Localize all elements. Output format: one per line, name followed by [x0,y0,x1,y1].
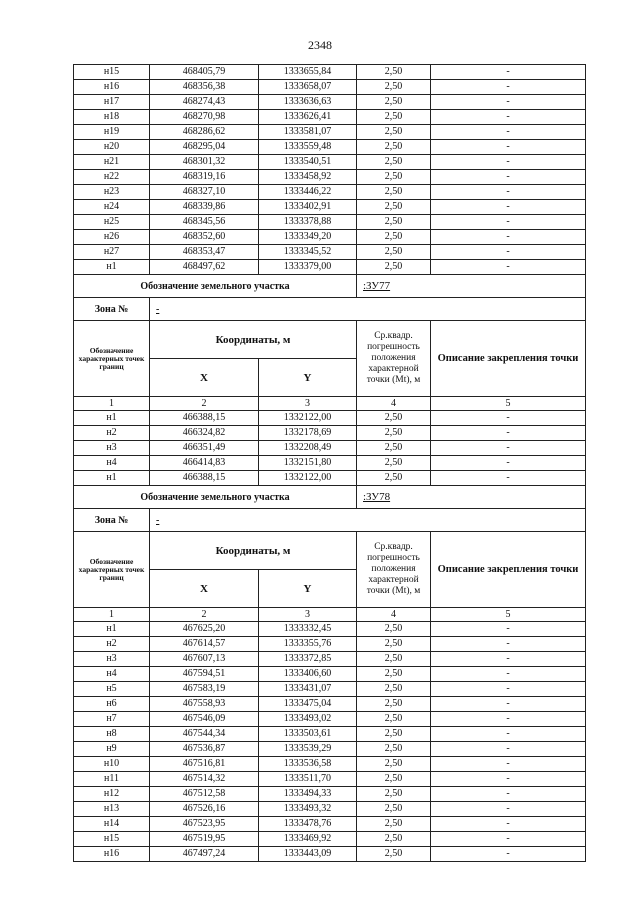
table-row [74,215,586,230]
description: - [431,667,586,682]
table-row [74,200,586,215]
column-number: 5 [431,608,586,622]
point-name: н2 [74,426,150,441]
point-name: н1 [74,622,150,637]
coord-y: 1333540,51 [259,155,357,170]
error-value: 2,50 [357,80,431,95]
header-desc-label: Описание закрепления точки [431,532,586,608]
point-name: н17 [74,95,150,110]
table-row [74,185,586,200]
zone-value-cell [150,298,586,321]
description: - [431,245,586,260]
coord-y: 1333378,88 [259,215,357,230]
error-value: 2,50 [357,456,431,471]
header-desc-label: Описание закрепления точки [431,321,586,397]
zone-label: Зона № [74,298,150,321]
coord-x: 467536,87 [150,742,259,757]
coord-y: 1332208,49 [259,441,357,456]
coord-x: 467516,81 [150,757,259,772]
coord-y: 1332178,69 [259,426,357,441]
zone-value-cell [150,509,586,532]
parcel-value: :ЗУ78 [363,491,391,503]
zone-row [74,298,586,321]
point-name: н23 [74,185,150,200]
table-row [74,772,586,787]
zone-label: Зона № [74,509,150,532]
coord-y: 1332122,00 [259,471,357,486]
table-row [74,155,586,170]
table-row [74,95,586,110]
error-value: 2,50 [357,667,431,682]
error-value: 2,50 [357,712,431,727]
description: - [431,757,586,772]
point-name: н27 [74,245,150,260]
coord-y: 1333503,61 [259,727,357,742]
table-row [74,80,586,95]
coord-y: 1333536,58 [259,757,357,772]
coord-y: 1333581,07 [259,125,357,140]
column-numbers-row [74,397,586,411]
coord-x: 466388,15 [150,471,259,486]
description: - [431,200,586,215]
parcel-label: Обозначение земельного участка [74,275,357,298]
table-row [74,260,586,275]
point-name: н3 [74,652,150,667]
table-row [74,742,586,757]
header-coords-label: Координаты, м [150,321,357,359]
coord-y: 1332122,00 [259,411,357,426]
header-row [74,532,586,570]
point-name: н9 [74,742,150,757]
error-value: 2,50 [357,817,431,832]
description: - [431,832,586,847]
description: - [431,110,586,125]
coord-x: 468274,43 [150,95,259,110]
error-value: 2,50 [357,772,431,787]
column-number: 2 [150,608,259,622]
table-row [74,682,586,697]
point-name: н20 [74,140,150,155]
description: - [431,215,586,230]
table-row [74,832,586,847]
coord-x: 466324,82 [150,426,259,441]
coord-y: 1333494,33 [259,787,357,802]
coord-x: 468301,32 [150,155,259,170]
coord-y: 1333511,70 [259,772,357,787]
header-point-label: Обозначение характерных точек границ [74,532,150,608]
page-number: 2348 [308,38,332,52]
description: - [431,817,586,832]
coord-x: 467614,57 [150,637,259,652]
header-coords-label: Координаты, м [150,532,357,570]
error-value: 2,50 [357,230,431,245]
point-name: н13 [74,802,150,817]
coord-x: 467583,19 [150,682,259,697]
point-name: н2 [74,637,150,652]
error-value: 2,50 [357,832,431,847]
coord-y: 1333626,41 [259,110,357,125]
coord-y: 1333475,04 [259,697,357,712]
table-row [74,652,586,667]
error-value: 2,50 [357,110,431,125]
coord-x: 467497,24 [150,847,259,862]
table-row [74,757,586,772]
coord-x: 468295,04 [150,140,259,155]
table-row [74,787,586,802]
error-value: 2,50 [357,682,431,697]
table-row [74,847,586,862]
column-number: 4 [357,397,431,411]
table-row [74,230,586,245]
point-name: н22 [74,170,150,185]
point-name: н8 [74,727,150,742]
description: - [431,682,586,697]
table-row [74,712,586,727]
coord-y: 1333355,76 [259,637,357,652]
description: - [431,742,586,757]
table-row [74,110,586,125]
description: - [431,847,586,862]
parcel-row [74,275,586,298]
point-name: н15 [74,832,150,847]
coord-y: 1333655,84 [259,65,357,80]
point-name: н11 [74,772,150,787]
coord-x: 468352,60 [150,230,259,245]
description: - [431,622,586,637]
column-number: 3 [259,397,357,411]
coord-x: 467519,95 [150,832,259,847]
coord-y: 1333636,63 [259,95,357,110]
coord-x: 467546,09 [150,712,259,727]
column-number: 2 [150,397,259,411]
error-value: 2,50 [357,697,431,712]
header-error-label: Ср.квадр. погрешность положения характерной точки (Mt), м [357,321,431,397]
point-name: н5 [74,682,150,697]
coord-x: 468270,98 [150,110,259,125]
description: - [431,426,586,441]
point-name: н12 [74,787,150,802]
coord-x: 467544,34 [150,727,259,742]
header-y-label: Y [259,570,357,608]
coord-y: 1332151,80 [259,456,357,471]
coord-y: 1333406,60 [259,667,357,682]
coord-y: 1333379,00 [259,260,357,275]
point-name: н16 [74,80,150,95]
coord-y: 1333349,20 [259,230,357,245]
error-value: 2,50 [357,185,431,200]
description: - [431,456,586,471]
coordinates-table [73,64,586,862]
point-name: н4 [74,456,150,471]
parcel-value-cell [357,486,586,509]
description: - [431,185,586,200]
coord-y: 1333458,92 [259,170,357,185]
coord-x: 467523,95 [150,817,259,832]
coord-x: 468356,38 [150,80,259,95]
header-x-label: X [150,570,259,608]
error-value: 2,50 [357,215,431,230]
description: - [431,441,586,456]
coord-y: 1333402,91 [259,200,357,215]
description: - [431,260,586,275]
description: - [431,772,586,787]
coord-x: 468353,47 [150,245,259,260]
header-row [74,321,586,359]
point-name: н15 [74,65,150,80]
table-row [74,411,586,426]
coord-y: 1333658,07 [259,80,357,95]
column-number: 1 [74,608,150,622]
coord-x: 468339,86 [150,200,259,215]
description: - [431,125,586,140]
error-value: 2,50 [357,65,431,80]
coord-y: 1333345,52 [259,245,357,260]
description: - [431,65,586,80]
error-value: 2,50 [357,245,431,260]
parcel-value: :ЗУ77 [363,280,391,292]
description: - [431,140,586,155]
table-row [74,125,586,140]
coord-y: 1333539,29 [259,742,357,757]
table-row [74,140,586,155]
coord-y: 1333446,22 [259,185,357,200]
point-name: н7 [74,712,150,727]
zone-row [74,509,586,532]
error-value: 2,50 [357,847,431,862]
point-name: н26 [74,230,150,245]
error-value: 2,50 [357,727,431,742]
description: - [431,170,586,185]
zone-value: - [156,514,160,526]
error-value: 2,50 [357,622,431,637]
coord-x: 468319,16 [150,170,259,185]
error-value: 2,50 [357,140,431,155]
error-value: 2,50 [357,652,431,667]
description: - [431,712,586,727]
coord-x: 467558,93 [150,697,259,712]
coord-x: 466414,83 [150,456,259,471]
error-value: 2,50 [357,637,431,652]
error-value: 2,50 [357,170,431,185]
point-name: н6 [74,697,150,712]
error-value: 2,50 [357,787,431,802]
point-name: н18 [74,110,150,125]
parcel-row [74,486,586,509]
table-row [74,622,586,637]
description: - [431,787,586,802]
error-value: 2,50 [357,95,431,110]
error-value: 2,50 [357,742,431,757]
header-point-label: Обозначение характерных точек границ [74,321,150,397]
description: - [431,652,586,667]
description: - [431,230,586,245]
error-value: 2,50 [357,411,431,426]
coord-x: 467607,13 [150,652,259,667]
error-value: 2,50 [357,757,431,772]
description: - [431,155,586,170]
error-value: 2,50 [357,125,431,140]
parcel-label: Обозначение земельного участка [74,486,357,509]
coord-x: 467594,51 [150,667,259,682]
coord-x: 468497,62 [150,260,259,275]
table-row [74,426,586,441]
description: - [431,802,586,817]
column-numbers-row [74,608,586,622]
coord-x: 467526,16 [150,802,259,817]
zone-value: - [156,303,160,315]
table-row [74,727,586,742]
coord-x: 467512,58 [150,787,259,802]
description: - [431,471,586,486]
table-row [74,637,586,652]
table-row [74,456,586,471]
parcel-value-cell [357,275,586,298]
point-name: н3 [74,441,150,456]
table-row [74,667,586,682]
error-value: 2,50 [357,802,431,817]
error-value: 2,50 [357,471,431,486]
header-x-label: X [150,359,259,397]
error-value: 2,50 [357,200,431,215]
coord-y: 1333372,85 [259,652,357,667]
table-row [74,802,586,817]
error-value: 2,50 [357,441,431,456]
column-number: 1 [74,397,150,411]
coord-y: 1333559,48 [259,140,357,155]
header-error-label: Ср.квадр. погрешность положения характерной точки (Mt), м [357,532,431,608]
coord-y: 1333493,02 [259,712,357,727]
coord-x: 466351,49 [150,441,259,456]
description: - [431,95,586,110]
point-name: н25 [74,215,150,230]
error-value: 2,50 [357,260,431,275]
point-name: н14 [74,817,150,832]
point-name: н1 [74,471,150,486]
coord-y: 1333443,09 [259,847,357,862]
column-number: 4 [357,608,431,622]
point-name: н1 [74,411,150,426]
description: - [431,727,586,742]
coord-y: 1333431,07 [259,682,357,697]
table-row [74,65,586,80]
error-value: 2,50 [357,426,431,441]
description: - [431,411,586,426]
coord-y: 1333469,92 [259,832,357,847]
table-row [74,471,586,486]
column-number: 5 [431,397,586,411]
coord-x: 468345,56 [150,215,259,230]
table-row [74,817,586,832]
coord-x: 467625,20 [150,622,259,637]
point-name: н16 [74,847,150,862]
coord-x: 466388,15 [150,411,259,426]
coord-y: 1333478,76 [259,817,357,832]
column-number: 3 [259,608,357,622]
coord-x: 468327,10 [150,185,259,200]
table-row [74,245,586,260]
point-name: н21 [74,155,150,170]
coord-x: 468405,79 [150,65,259,80]
coord-x: 468286,62 [150,125,259,140]
coord-x: 467514,32 [150,772,259,787]
point-name: н4 [74,667,150,682]
table-row [74,697,586,712]
header-y-label: Y [259,359,357,397]
table-row [74,441,586,456]
description: - [431,697,586,712]
point-name: н19 [74,125,150,140]
point-name: н1 [74,260,150,275]
description: - [431,80,586,95]
point-name: н24 [74,200,150,215]
error-value: 2,50 [357,155,431,170]
coord-y: 1333493,32 [259,802,357,817]
table-row [74,170,586,185]
point-name: н10 [74,757,150,772]
coord-y: 1333332,45 [259,622,357,637]
description: - [431,637,586,652]
